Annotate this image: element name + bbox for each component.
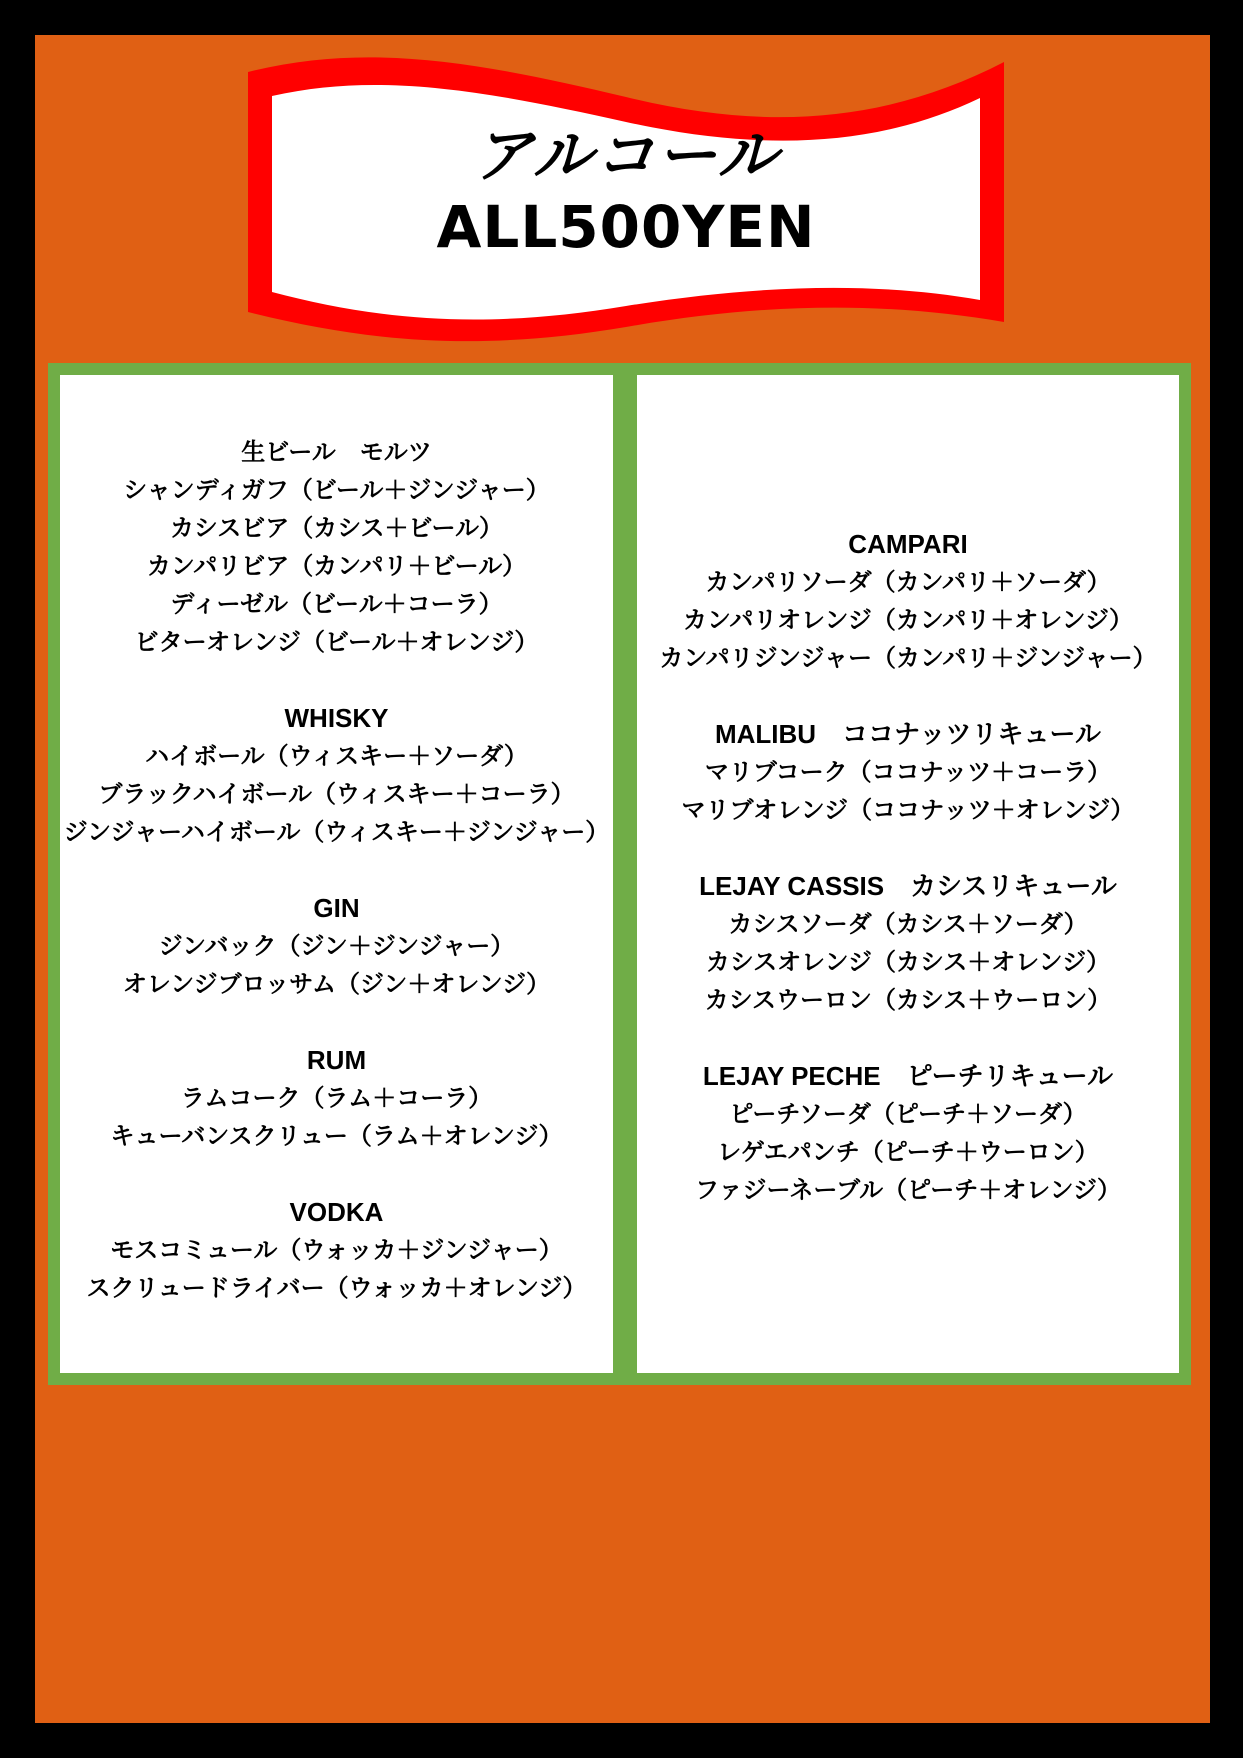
banner-title-jp: アルコール <box>472 121 780 191</box>
menu-item: マリブオレンジ（ココナッツ＋オレンジ） <box>681 796 1135 824</box>
menu-group-heading: VODKA <box>289 1197 384 1227</box>
menu-panel-left <box>48 363 625 1385</box>
menu-item: カシスオレンジ（カシス＋オレンジ） <box>705 948 1111 976</box>
menu-item: カシスビア（カシス＋ビール） <box>169 514 504 542</box>
menu-group-heading: GIN <box>313 893 360 923</box>
menu-item: ピーチソーダ（ピーチ＋ソーダ） <box>729 1100 1087 1128</box>
menu-group-heading: MALIBU ココナッツリキュール <box>714 719 1102 749</box>
menu-item: モスコミュール（ウォッカ＋ジンジャー） <box>110 1236 563 1264</box>
menu-item: ジンジャーハイボール（ウィスキー＋ジンジャー） <box>63 818 610 846</box>
menu-group <box>60 1041 613 1155</box>
menu-item: カンパリジンジャー（カンパリ＋ジンジャー） <box>659 644 1157 672</box>
menu-group-heading: LEJAY CASSIS カシスリキュール <box>699 871 1117 901</box>
menu-group <box>60 699 613 851</box>
menu-item: ラムコーク（ラム＋コーラ） <box>180 1084 493 1112</box>
title-banner <box>248 52 1004 350</box>
menu-group-heading: RUM <box>306 1045 367 1075</box>
menu-group <box>60 1193 613 1307</box>
menu-group-heading: CAMPARI <box>848 529 968 559</box>
menu-item: カンパリソーダ（カンパリ＋ソーダ） <box>705 568 1111 596</box>
banner-title-en: ALL500YEN <box>436 193 816 261</box>
menu-item: レゲエパンチ（ピーチ＋ウーロン） <box>717 1138 1099 1166</box>
menu-group-heading: WHISKY <box>284 703 389 733</box>
menu-panel-right <box>625 363 1191 1385</box>
menu-item: カシスソーダ（カシス＋ソーダ） <box>728 910 1088 938</box>
menu-item: ディーゼル（ビール＋コーラ） <box>170 590 503 618</box>
menu-group <box>637 715 1179 829</box>
menu-group <box>60 433 613 661</box>
menu-group-heading: 生ビール モルツ <box>241 438 432 466</box>
menu-item: ブラックハイボール（ウィスキー＋コーラ） <box>98 780 575 808</box>
menu-column-left <box>60 433 613 1345</box>
menu-group-heading: LEJAY PECHE ピーチリキュール <box>702 1061 1114 1091</box>
menu-item: ファジーネーブル（ピーチ＋オレンジ） <box>695 1176 1121 1204</box>
menu-item: ビターオレンジ（ビール＋オレンジ） <box>134 628 539 656</box>
menu-item: カシスウーロン（カシス＋ウーロン） <box>704 986 1112 1014</box>
menu-item: ハイボール（ウィスキー＋ソーダ） <box>145 742 528 770</box>
menu-column-right <box>637 525 1179 1247</box>
menu-group <box>637 1057 1179 1209</box>
menu-group <box>60 889 613 1003</box>
menu-item: カンパリビア（カンパリ＋ビール） <box>146 552 527 580</box>
banner-title <box>248 122 1004 262</box>
menu-item: スクリュードライバー（ウォッカ＋オレンジ） <box>86 1274 587 1302</box>
menu-item: オレンジブロッサム（ジン＋オレンジ） <box>122 970 551 998</box>
menu-item: シャンディガフ（ビール＋ジンジャー） <box>123 476 550 504</box>
menu-item: ジンバック（ジン＋ジンジャー） <box>158 932 515 960</box>
menu-item: マリブコーク（ココナッツ＋コーラ） <box>704 758 1112 786</box>
menu-group <box>637 867 1179 1019</box>
menu-item: カンパリオレンジ（カンパリ＋オレンジ） <box>683 606 1133 634</box>
menu-item: キューバンスクリュー（ラム＋オレンジ） <box>110 1122 563 1150</box>
menu-group <box>637 525 1179 677</box>
